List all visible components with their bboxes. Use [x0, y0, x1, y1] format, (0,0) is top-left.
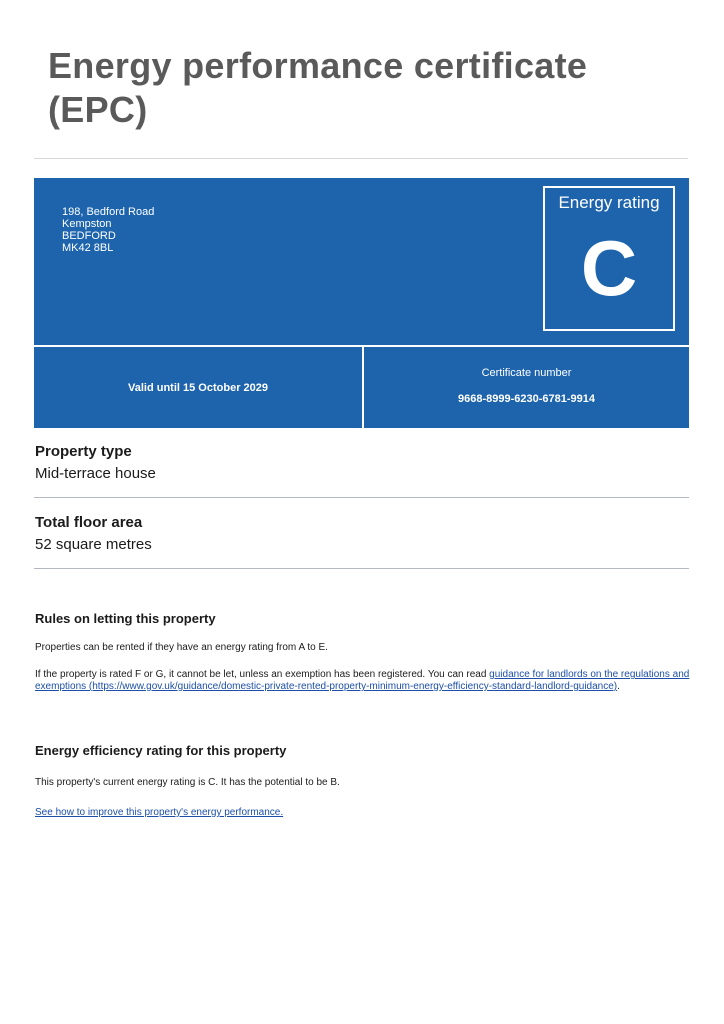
energy-rating-box [543, 186, 675, 331]
certificate-number-label: Certificate number [481, 367, 572, 379]
valid-until [34, 347, 362, 428]
address-line-3: BEDFORD [62, 230, 116, 242]
title-divider [34, 158, 688, 159]
energy-rating-label: Energy rating [558, 193, 660, 212]
address-line-1: 198, Bedford Road [62, 206, 155, 218]
floor-area-heading: Total floor area [35, 514, 143, 531]
certificate-number-block [364, 347, 689, 428]
landlord-guidance-link[interactable]: guidance for landlords on the regulations and exemptions (https://www.gov.uk/guidance/domestic-private-rented-property-minimum-energy-efficiency-standard-landlord-guidance) [35, 669, 690, 692]
letting-rules-text-end: . [617, 681, 620, 692]
efficiency-rating-text: This property's current energy rating is C. It has the potential to be B. [35, 777, 340, 788]
property-address [62, 206, 154, 254]
address-line-2: Kempston [62, 218, 112, 230]
property-type-section [35, 443, 156, 482]
certificate-summary-panel [34, 178, 689, 428]
section-divider [34, 497, 689, 498]
letting-rules-paragraph-1: Properties can be rented if they have an energy rating from A to E. [35, 642, 328, 653]
letting-rules-paragraph-2 [35, 669, 690, 693]
property-type-heading: Property type [35, 443, 132, 460]
efficiency-rating-heading: Energy efficiency rating for this property [35, 743, 287, 758]
valid-until-text: Valid until 15 October 2029 [128, 381, 268, 394]
energy-rating-letter: C [580, 224, 638, 312]
address-line-4: MK42 8BL [62, 242, 114, 254]
letting-rules-text: If the property is rated F or G, it cannot be let, unless an exemption has been registered. You can read [35, 669, 490, 680]
section-divider [34, 568, 689, 569]
page-title: Energy performance certificate (EPC) [48, 45, 588, 130]
improve-performance-paragraph [35, 807, 690, 819]
floor-area-section [35, 514, 152, 553]
certificate-number: 9668-8999-6230-6781-9914 [457, 393, 595, 405]
improve-performance-link[interactable]: See how to improve this property's energy performance. [35, 807, 284, 818]
property-type-value: Mid-terrace house [35, 465, 156, 482]
letting-rules-heading: Rules on letting this property [35, 611, 216, 626]
floor-area-value: 52 square metres [35, 536, 152, 553]
